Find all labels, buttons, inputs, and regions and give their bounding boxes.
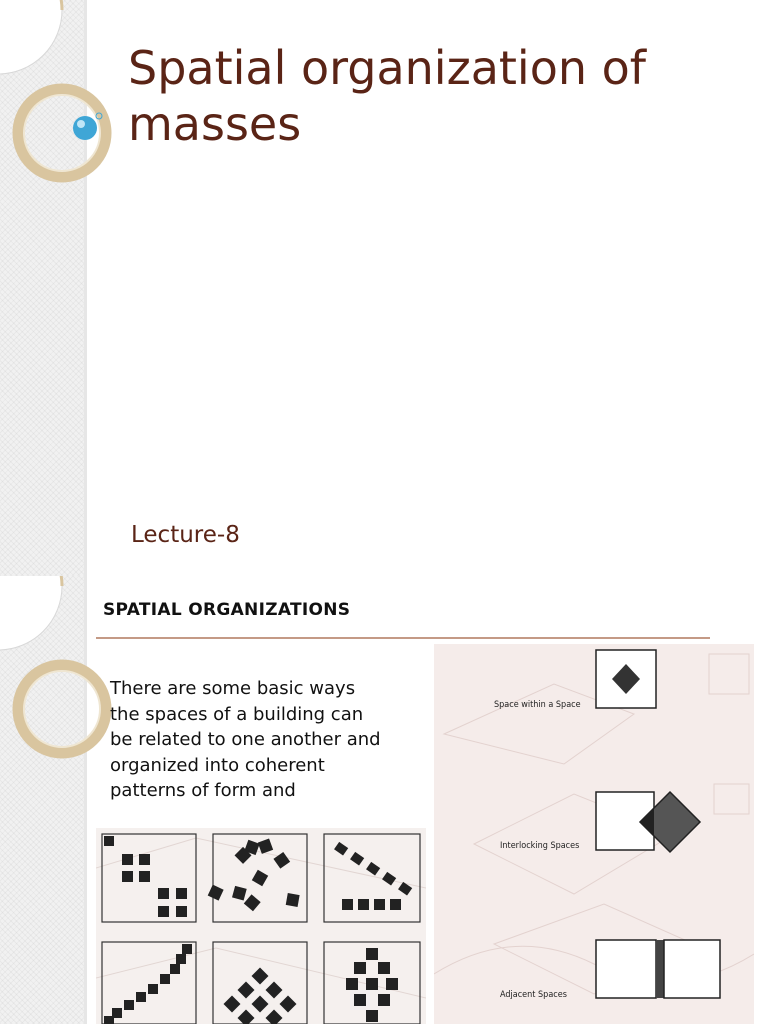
decorative-rings <box>0 0 120 200</box>
figure-pattern-grid <box>96 828 426 1024</box>
slide-body-text: There are some basic ways the spaces of a building can be related to one another and organized into coherent patterns of form and <box>110 678 381 801</box>
title-underline <box>96 637 710 639</box>
slide-title: Spatial organization of masses <box>128 41 646 151</box>
slide-subtitle: Lecture-8 <box>131 522 240 548</box>
decorative-rings <box>0 576 120 776</box>
adjacent-shared-wall <box>656 940 664 998</box>
caption-space-within: Space within a Space <box>494 700 581 710</box>
caption-adjacent: Adjacent Spaces <box>500 990 567 1000</box>
bullet-sphere-icon <box>73 116 97 140</box>
figure-spatial-relationships <box>434 644 754 1024</box>
slide-title: SPATIAL ORGANIZATIONS <box>103 600 351 620</box>
adjacent-space-b <box>664 940 720 998</box>
caption-interlocking: Interlocking Spaces <box>500 841 580 851</box>
adjacent-space-a <box>596 940 656 998</box>
slide-2 <box>0 576 768 1024</box>
